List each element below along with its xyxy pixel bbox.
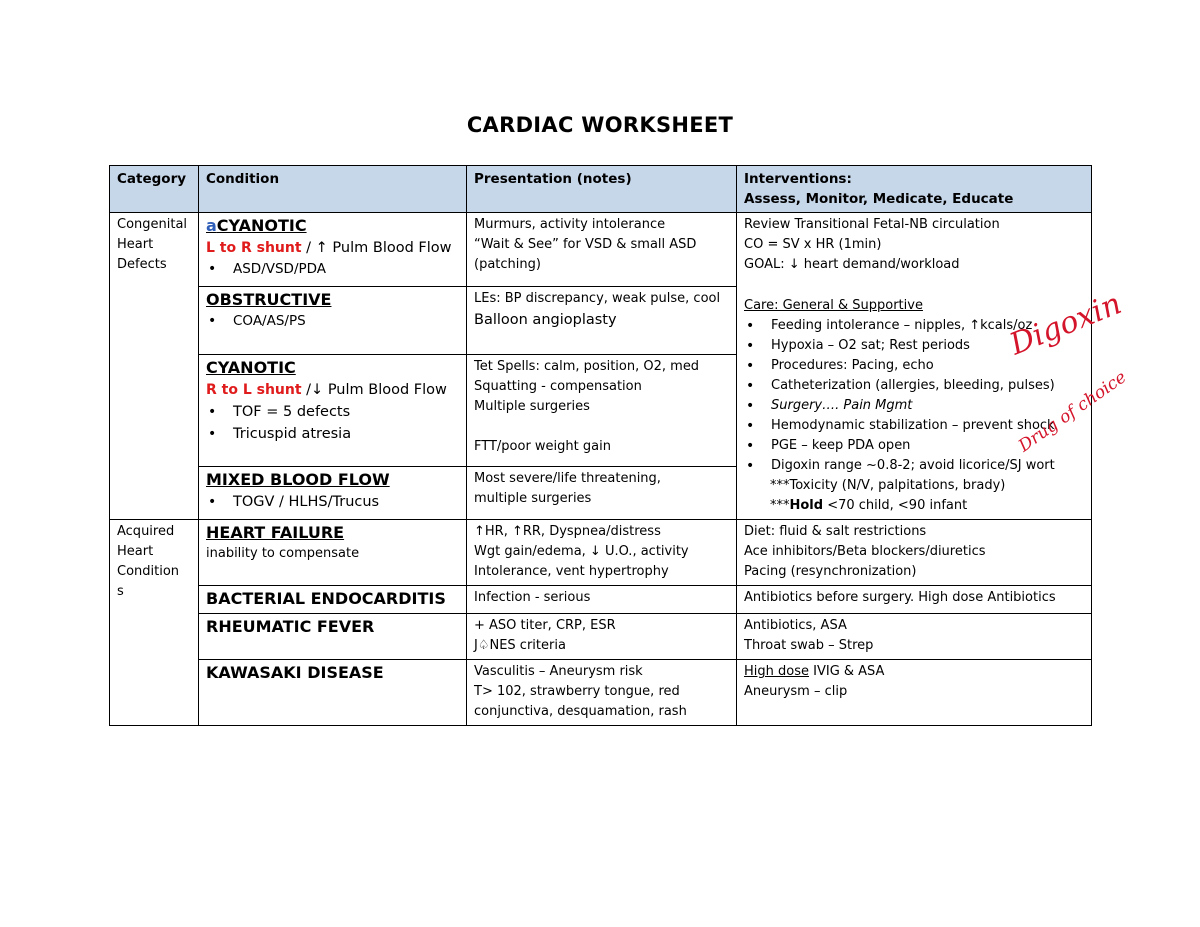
toxicity-note: ***Toxicity (N/V, palpitations, brady) <box>770 478 1006 493</box>
table-row <box>110 660 1092 726</box>
header-presentation: Presentation (notes) <box>467 166 737 213</box>
interventions-kawasaki: High dose IVIG & ASA Aneurysm – clip <box>737 660 1092 726</box>
presentation-endocarditis: Infection - serious <box>467 586 737 614</box>
list-item: • Tricuspid atresia <box>206 423 460 445</box>
list-item: • COA/AS/PS <box>206 311 460 331</box>
page-title: CARDIAC WORKSHEET <box>466 113 734 137</box>
list-item: • Surgery…. Pain Mgmt <box>744 396 1085 416</box>
condition-acyanotic: aCYANOTIC L to R shunt / ↑ Pulm Blood Flow • ASD/VSD/PDA <box>199 213 467 287</box>
header-category: Category <box>110 166 199 213</box>
list-item: • Procedures: Pacing, echo <box>744 356 1085 376</box>
header-interventions: Interventions: Assess, Monitor, Medicate, Educate <box>737 166 1092 213</box>
table-row <box>110 586 1092 614</box>
handwritten-note-drug: Drug of choice <box>1015 367 1131 457</box>
list-item: • TOF = 5 defects <box>206 401 460 423</box>
table-row <box>110 213 1092 287</box>
cardiac-table <box>109 165 1092 726</box>
header-row <box>110 166 1092 213</box>
condition-endocarditis: BACTERIAL ENDOCARDITIS <box>199 586 467 614</box>
presentation-acyanotic: Murmurs, activity intolerance “Wait & See” for VSD & small ASD (patching) <box>467 213 737 287</box>
list-item: • Hypoxia – O2 sat; Rest periods <box>744 336 1085 356</box>
condition-obstructive: OBSTRUCTIVE • COA/AS/PS <box>199 287 467 355</box>
handwritten-note-digoxin: Digoxin <box>1005 286 1127 363</box>
list-item: • Catheterization (allergies, bleeding, pulses) <box>744 376 1085 396</box>
interventions-congenital: Review Transitional Fetal-NB circulation CO = SV x HR (1min) GOAL: ↓ heart demand/workload Care: General & Supportive • Feeding intolerance – nipples, ↑kcals/oz • Hypoxia – O2 sat; Rest periods • Procedures: Pacing, echo • Catheterization (allergies, bleeding, pulses) • Surgery…. Pain Mgmt • Hemodynamic stabilization – prevent shock • PGE – keep PDA open • Digoxin range ~0.8-2; avoid licorice/SJ wort ***Toxicity (N/V, palpitations, brady) ***Hold <70 child, <90 infant <box>737 213 1092 520</box>
condition-rheumatic: RHEUMATIC FEVER <box>199 614 467 660</box>
condition-cyanotic: CYANOTIC R to L shunt /↓ Pulm Blood Flow • TOF = 5 defects • Tricuspid atresia <box>199 355 467 467</box>
list-item: • Feeding intolerance – nipples, ↑kcals/oz <box>744 316 1085 336</box>
condition-mixed: MIXED BLOOD FLOW • TOGV / HLHS/Trucus <box>199 467 467 520</box>
hold-note: ***Hold <70 child, <90 infant <box>770 498 968 513</box>
presentation-kawasaki: Vasculitis – Aneurysm risk T> 102, strawberry tongue, red conjunctiva, desquamation, rash <box>467 660 737 726</box>
table-row <box>110 614 1092 660</box>
list-item: • ASD/VSD/PDA <box>206 259 460 279</box>
table-row <box>110 520 1092 586</box>
condition-kawasaki: KAWASAKI DISEASE <box>199 660 467 726</box>
condition-heart-failure: HEART FAILURE inability to compensate <box>199 520 467 586</box>
interventions-rheumatic: Antibiotics, ASA Throat swab – Strep <box>737 614 1092 660</box>
interventions-heart-failure: Diet: fluid & salt restrictions Ace inhibitors/Beta blockers/diuretics Pacing (resynchronization) <box>737 520 1092 586</box>
care-title: Care: General & Supportive <box>744 298 923 313</box>
list-item: • Digoxin range ~0.8-2; avoid licorice/SJ wort <box>744 456 1085 476</box>
presentation-rheumatic: + ASO titer, CRP, ESR J♤NES criteria <box>467 614 737 660</box>
list-item: • TOGV / HLHS/Trucus <box>206 491 460 513</box>
list-item: • Hemodynamic stabilization – prevent shock <box>744 416 1085 436</box>
category-acquired: Acquired Heart Condition s <box>110 520 199 726</box>
list-item: • PGE – keep PDA open <box>744 436 1085 456</box>
presentation-mixed: Most severe/life threatening, multiple surgeries <box>467 467 737 520</box>
presentation-cyanotic: Tet Spells: calm, position, O2, med Squatting - compensation Multiple surgeries FTT/poor weight gain <box>467 355 737 467</box>
presentation-heart-failure: ↑HR, ↑RR, Dyspnea/distress Wgt gain/edema, ↓ U.O., activity Intolerance, vent hypertrophy <box>467 520 737 586</box>
interventions-endocarditis: Antibiotics before surgery. High dose Antibiotics <box>737 586 1092 614</box>
presentation-obstructive: LEs: BP discrepancy, weak pulse, cool Balloon angioplasty <box>467 287 737 355</box>
header-condition: Condition <box>199 166 467 213</box>
category-congenital: Congenital Heart Defects <box>110 213 199 520</box>
